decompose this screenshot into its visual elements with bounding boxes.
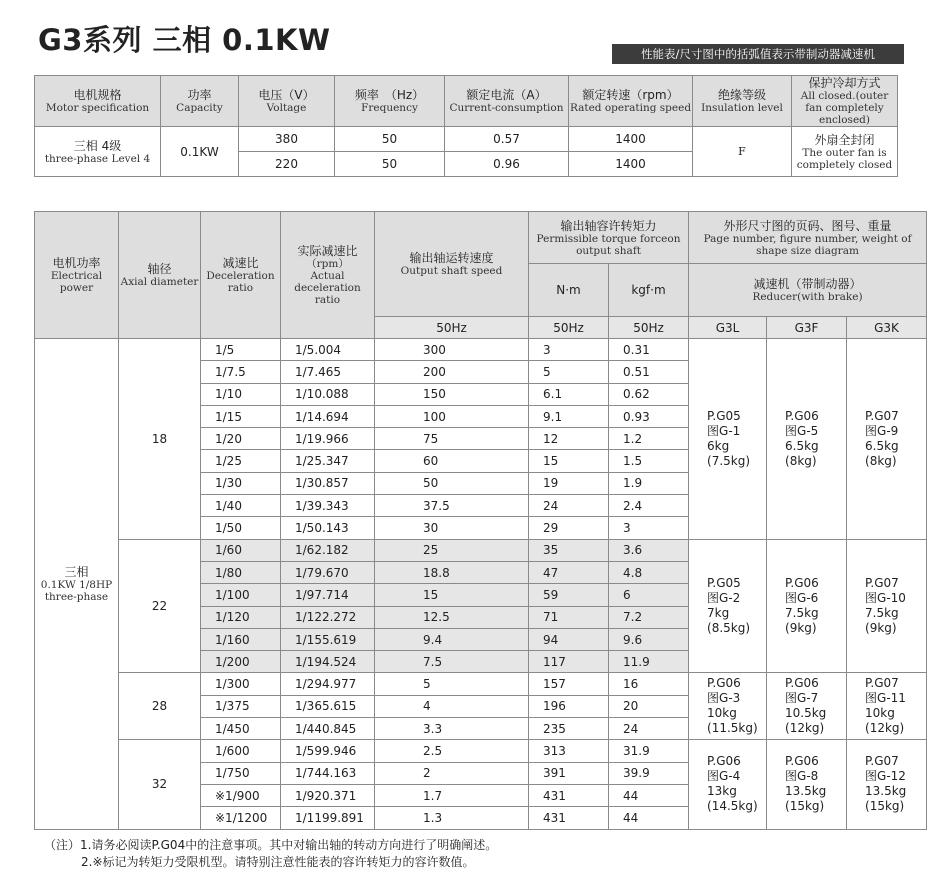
speed-cell: 200 bbox=[375, 361, 529, 383]
actual-ratio-cell: 1/62.182 bbox=[281, 539, 375, 561]
torque-kgf-cell: 20 bbox=[609, 695, 689, 717]
header-g3k: G3K bbox=[847, 317, 927, 339]
shaft-diameter-cell: 22 bbox=[119, 539, 201, 673]
spec-header-6: 绝缘等级 Insulation level bbox=[693, 76, 792, 127]
page-title: G3系列 三相 0.1KW bbox=[38, 23, 331, 57]
torque-nm-cell: 431 bbox=[529, 784, 609, 806]
torque-kgf-cell: 11.9 bbox=[609, 651, 689, 673]
speed-cell: 2 bbox=[375, 762, 529, 784]
speed-cell: 3.3 bbox=[375, 718, 529, 740]
voltage-cell: 380 bbox=[239, 127, 335, 152]
torque-kgf-cell: 16 bbox=[609, 673, 689, 695]
spec-header-2: 电压（V） Voltage bbox=[239, 76, 335, 127]
speed-cell: 1.7 bbox=[375, 784, 529, 806]
header-nm: N·m bbox=[529, 264, 609, 317]
header-hz-kgf: 50Hz bbox=[609, 317, 689, 339]
speed-cell: 9.4 bbox=[375, 628, 529, 650]
speed-cell: 75 bbox=[375, 428, 529, 450]
shaft-diameter-cell: 18 bbox=[119, 339, 201, 540]
shaft-diameter-cell: 32 bbox=[119, 740, 201, 829]
ratio-cell: 1/100 bbox=[201, 584, 281, 606]
current-cell: 0.96 bbox=[445, 152, 569, 177]
torque-nm-cell: 47 bbox=[529, 561, 609, 583]
header-g3l: G3L bbox=[689, 317, 767, 339]
torque-nm-cell: 19 bbox=[529, 472, 609, 494]
g3f-dimension-cell: P.G06 图G-5 6.5kg (8kg) bbox=[767, 339, 847, 540]
frequency-cell: 50 bbox=[335, 152, 445, 177]
torque-kgf-cell: 0.31 bbox=[609, 339, 689, 361]
speed-cell: 25 bbox=[375, 539, 529, 561]
speed-cell: 150 bbox=[375, 383, 529, 405]
ratio-cell: ※1/1200 bbox=[201, 807, 281, 829]
ratio-cell: 1/300 bbox=[201, 673, 281, 695]
speed-cell: 2.5 bbox=[375, 740, 529, 762]
torque-nm-cell: 9.1 bbox=[529, 405, 609, 427]
g3f-dimension-cell: P.G06 图G-7 10.5kg (12kg) bbox=[767, 673, 847, 740]
spec-header-4: 额定电流（A） Current-consumption bbox=[445, 76, 569, 127]
torque-nm-cell: 3 bbox=[529, 339, 609, 361]
ratio-cell: 1/80 bbox=[201, 561, 281, 583]
torque-nm-cell: 35 bbox=[529, 539, 609, 561]
spec-header-5: 额定转速（rpm） Rated operating speed bbox=[569, 76, 693, 127]
shaft-diameter-cell: 28 bbox=[119, 673, 201, 740]
ratio-cell: 1/50 bbox=[201, 517, 281, 539]
torque-nm-cell: 71 bbox=[529, 606, 609, 628]
torque-kgf-cell: 1.5 bbox=[609, 450, 689, 472]
ratio-cell: 1/15 bbox=[201, 405, 281, 427]
g3k-dimension-cell: P.G07 图G-10 7.5kg (9kg) bbox=[847, 539, 927, 673]
actual-ratio-cell: 1/599.946 bbox=[281, 740, 375, 762]
torque-nm-cell: 15 bbox=[529, 450, 609, 472]
actual-ratio-cell: 1/122.272 bbox=[281, 606, 375, 628]
motor-spec-cell: 三相 4级 three-phase Level 4 bbox=[35, 127, 161, 177]
table-row bbox=[35, 339, 927, 361]
table-row bbox=[35, 539, 927, 561]
torque-kgf-cell: 3.6 bbox=[609, 539, 689, 561]
ratio-cell: 1/160 bbox=[201, 628, 281, 650]
g3l-dimension-cell: P.G05 图G-1 6kg (7.5kg) bbox=[689, 339, 767, 540]
ratio-cell: 1/375 bbox=[201, 695, 281, 717]
torque-kgf-cell: 39.9 bbox=[609, 762, 689, 784]
ratio-cell: 1/200 bbox=[201, 651, 281, 673]
insulation-cell: F bbox=[693, 127, 792, 177]
torque-kgf-cell: 1.9 bbox=[609, 472, 689, 494]
table-row bbox=[35, 740, 927, 762]
g3k-dimension-cell: P.G07 图G-11 10kg (12kg) bbox=[847, 673, 927, 740]
header-kgf: kgf·m bbox=[609, 264, 689, 317]
table-row bbox=[35, 673, 927, 695]
ratio-cell: 1/600 bbox=[201, 740, 281, 762]
actual-ratio-cell: 1/30.857 bbox=[281, 472, 375, 494]
g3k-dimension-cell: P.G07 图G-12 13.5kg (15kg) bbox=[847, 740, 927, 829]
actual-ratio-cell: 1/79.670 bbox=[281, 561, 375, 583]
brake-note-banner: 性能表/尺寸图中的括弧值表示带制动器减速机 bbox=[612, 44, 904, 64]
g3f-dimension-cell: P.G06 图G-8 13.5kg (15kg) bbox=[767, 740, 847, 829]
actual-ratio-cell: 1/39.343 bbox=[281, 495, 375, 517]
voltage-cell: 220 bbox=[239, 152, 335, 177]
actual-ratio-cell: 1/155.619 bbox=[281, 628, 375, 650]
actual-ratio-cell: 1/920.371 bbox=[281, 784, 375, 806]
speed-cell: 15 bbox=[375, 584, 529, 606]
performance-table bbox=[34, 211, 927, 830]
header-ratio: 减速比 Deceleration ratio bbox=[201, 212, 281, 339]
capacity-cell: 0.1KW bbox=[161, 127, 239, 177]
power-cell: 三相 0.1KW 1/8HP three-phase bbox=[35, 339, 119, 830]
spec-header-1: 功率 Capacity bbox=[161, 76, 239, 127]
torque-nm-cell: 94 bbox=[529, 628, 609, 650]
ratio-cell: 1/120 bbox=[201, 606, 281, 628]
torque-kgf-cell: 0.93 bbox=[609, 405, 689, 427]
spec-header-7: 保护冷却方式 All closed.(outer fan completely enclosed) bbox=[792, 76, 898, 127]
speed-cell: 18.8 bbox=[375, 561, 529, 583]
torque-kgf-cell: 2.4 bbox=[609, 495, 689, 517]
speed-cell: 300 bbox=[375, 339, 529, 361]
torque-kgf-cell: 44 bbox=[609, 807, 689, 829]
torque-kgf-cell: 24 bbox=[609, 718, 689, 740]
ratio-cell: 1/20 bbox=[201, 428, 281, 450]
ratio-cell: 1/30 bbox=[201, 472, 281, 494]
header-g3f: G3F bbox=[767, 317, 847, 339]
header-hz-nm: 50Hz bbox=[529, 317, 609, 339]
actual-ratio-cell: 1/744.163 bbox=[281, 762, 375, 784]
ratio-cell: 1/25 bbox=[201, 450, 281, 472]
torque-kgf-cell: 0.62 bbox=[609, 383, 689, 405]
ratio-cell: 1/450 bbox=[201, 718, 281, 740]
footnote-2: 2.※标记为转矩力受限机型。请特别注意性能表的容许转矩力的容许数值。 bbox=[81, 855, 475, 869]
torque-kgf-cell: 3 bbox=[609, 517, 689, 539]
g3f-dimension-cell: P.G06 图G-6 7.5kg (9kg) bbox=[767, 539, 847, 673]
ratio-cell: 1/750 bbox=[201, 762, 281, 784]
motor-spec-table bbox=[34, 75, 898, 177]
actual-ratio-cell: 1/5.004 bbox=[281, 339, 375, 361]
speed-cell: 1.3 bbox=[375, 807, 529, 829]
frequency-cell: 50 bbox=[335, 127, 445, 152]
actual-ratio-cell: 1/50.143 bbox=[281, 517, 375, 539]
actual-ratio-cell: 1/294.977 bbox=[281, 673, 375, 695]
footnote-1: （注）1.请务必阅读P.G04中的注意事项。其中对输出轴的转动方向进行了明确阐述。 bbox=[44, 838, 498, 852]
header-shaft: 轴径 Axial diameter bbox=[119, 212, 201, 339]
torque-nm-cell: 59 bbox=[529, 584, 609, 606]
torque-kgf-cell: 7.2 bbox=[609, 606, 689, 628]
actual-ratio-cell: 1/25.347 bbox=[281, 450, 375, 472]
torque-kgf-cell: 9.6 bbox=[609, 628, 689, 650]
torque-nm-cell: 196 bbox=[529, 695, 609, 717]
speed-cell: 60 bbox=[375, 450, 529, 472]
spec-header-3: 频率 （Hz） Frequency bbox=[335, 76, 445, 127]
g3l-dimension-cell: P.G06 图G-4 13kg (14.5kg) bbox=[689, 740, 767, 829]
actual-ratio-cell: 1/10.088 bbox=[281, 383, 375, 405]
speed-cell: 37.5 bbox=[375, 495, 529, 517]
g3k-dimension-cell: P.G07 图G-9 6.5kg (8kg) bbox=[847, 339, 927, 540]
torque-nm-cell: 5 bbox=[529, 361, 609, 383]
speed-cell: 1400 bbox=[569, 127, 693, 152]
actual-ratio-cell: 1/7.465 bbox=[281, 361, 375, 383]
ratio-cell: 1/5 bbox=[201, 339, 281, 361]
g3l-dimension-cell: P.G05 图G-2 7kg (8.5kg) bbox=[689, 539, 767, 673]
header-hz-speed: 50Hz bbox=[375, 317, 529, 339]
torque-kgf-cell: 4.8 bbox=[609, 561, 689, 583]
torque-nm-cell: 117 bbox=[529, 651, 609, 673]
protection-cell: 外扇全封闭 The outer fan is completely closed bbox=[792, 127, 898, 177]
actual-ratio-cell: 1/194.524 bbox=[281, 651, 375, 673]
speed-cell: 50 bbox=[375, 472, 529, 494]
header-actual-ratio: 实际减速比 （rpm） Actual deceleration ratio bbox=[281, 212, 375, 339]
actual-ratio-cell: 1/97.714 bbox=[281, 584, 375, 606]
actual-ratio-cell: 1/365.615 bbox=[281, 695, 375, 717]
torque-kgf-cell: 31.9 bbox=[609, 740, 689, 762]
current-cell: 0.57 bbox=[445, 127, 569, 152]
torque-nm-cell: 6.1 bbox=[529, 383, 609, 405]
actual-ratio-cell: 1/440.845 bbox=[281, 718, 375, 740]
spec-header-0: 电机规格 Motor specification bbox=[35, 76, 161, 127]
header-torque: 输出轴容许转矩力 Permissible torque forceon output shaft bbox=[529, 212, 689, 264]
speed-cell: 1400 bbox=[569, 152, 693, 177]
torque-nm-cell: 29 bbox=[529, 517, 609, 539]
torque-kgf-cell: 0.51 bbox=[609, 361, 689, 383]
ratio-cell: 1/7.5 bbox=[201, 361, 281, 383]
ratio-cell: 1/40 bbox=[201, 495, 281, 517]
speed-cell: 12.5 bbox=[375, 606, 529, 628]
torque-nm-cell: 431 bbox=[529, 807, 609, 829]
actual-ratio-cell: 1/1199.891 bbox=[281, 807, 375, 829]
speed-cell: 4 bbox=[375, 695, 529, 717]
speed-cell: 30 bbox=[375, 517, 529, 539]
torque-kgf-cell: 6 bbox=[609, 584, 689, 606]
torque-kgf-cell: 1.2 bbox=[609, 428, 689, 450]
speed-cell: 7.5 bbox=[375, 651, 529, 673]
header-output-speed: 输出轴运转速度 Output shaft speed bbox=[375, 212, 529, 317]
torque-nm-cell: 391 bbox=[529, 762, 609, 784]
torque-nm-cell: 24 bbox=[529, 495, 609, 517]
speed-cell: 100 bbox=[375, 405, 529, 427]
actual-ratio-cell: 1/19.966 bbox=[281, 428, 375, 450]
torque-nm-cell: 235 bbox=[529, 718, 609, 740]
torque-nm-cell: 157 bbox=[529, 673, 609, 695]
header-power: 电机功率 Electrical power bbox=[35, 212, 119, 339]
torque-kgf-cell: 44 bbox=[609, 784, 689, 806]
actual-ratio-cell: 1/14.694 bbox=[281, 405, 375, 427]
header-reducer: 减速机（带制动器） Reducer(with brake) bbox=[689, 264, 927, 317]
ratio-cell: 1/60 bbox=[201, 539, 281, 561]
ratio-cell: ※1/900 bbox=[201, 784, 281, 806]
torque-nm-cell: 12 bbox=[529, 428, 609, 450]
header-dimensions: 外形尺寸图的页码、图号、重量 Page number, figure number, weight of shape size diagram bbox=[689, 212, 927, 264]
ratio-cell: 1/10 bbox=[201, 383, 281, 405]
torque-nm-cell: 313 bbox=[529, 740, 609, 762]
speed-cell: 5 bbox=[375, 673, 529, 695]
g3l-dimension-cell: P.G06 图G-3 10kg (11.5kg) bbox=[689, 673, 767, 740]
